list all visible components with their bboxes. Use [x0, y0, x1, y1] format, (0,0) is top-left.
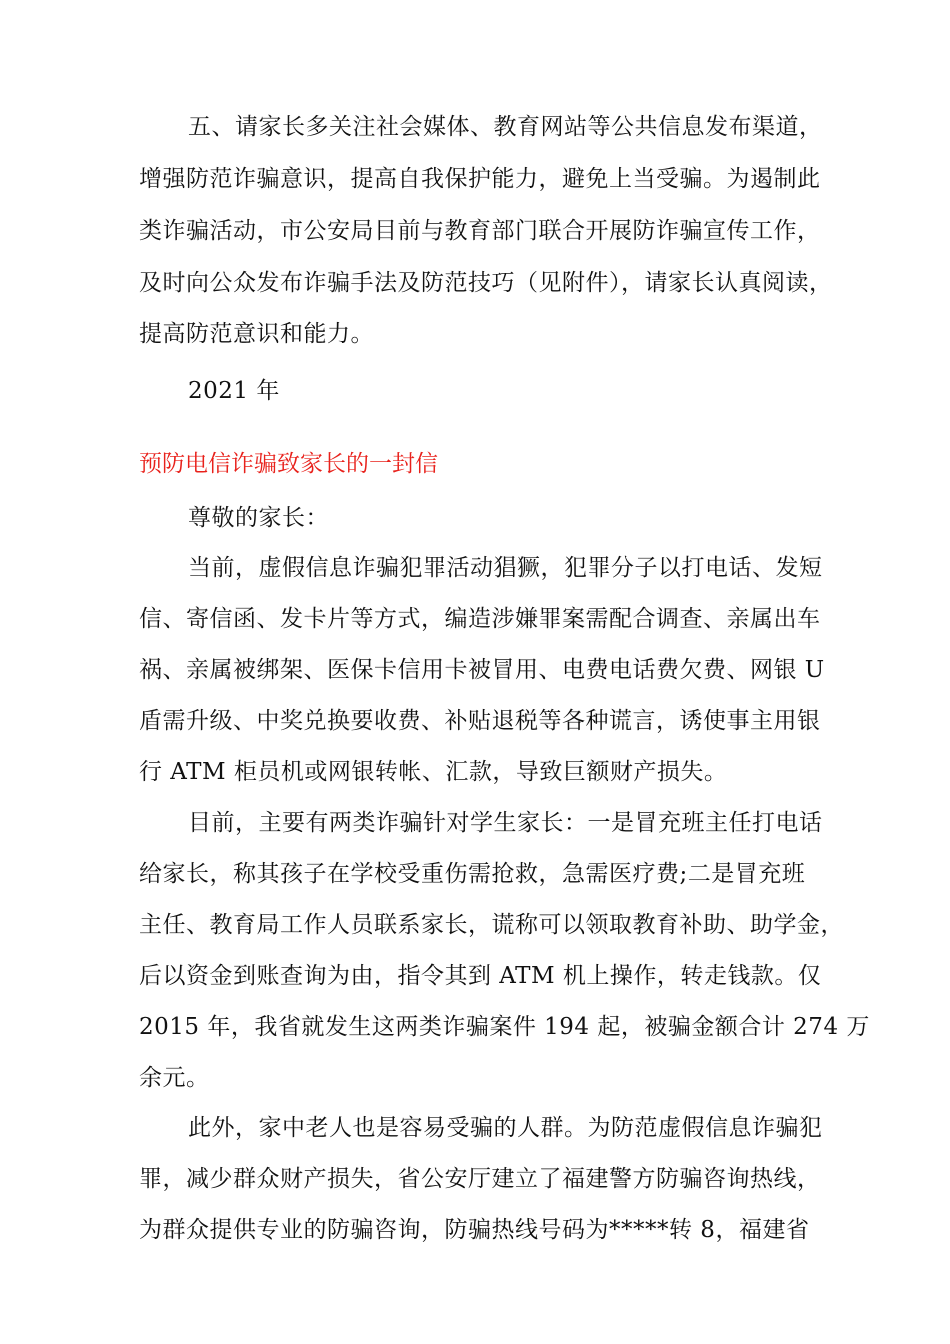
paragraph-5-line-2: 增强防范诈骗意识，提高自我保护能力，避免上当受骗。为遏制此	[139, 166, 821, 192]
paragraph-2-line-2: 给家长，称其孩子在学校受重伤需抢救，急需医疗费;二是冒充班	[139, 861, 806, 887]
paragraph-1-line-4: 盾需升级、中奖兑换要收费、补贴退税等各种谎言，诱使事主用银	[139, 708, 821, 734]
paragraph-2-line-6: 余元。	[139, 1065, 210, 1091]
paragraph-2-line-4: 后以资金到账查询为由，指令其到 ATM 机上操作，转走钱款。仅	[139, 963, 822, 989]
letter-title: 预防电信诈骗致家长的一封信	[139, 451, 438, 477]
paragraph-3-line-3: 为群众提供专业的防骗咨询，防骗热线号码为*****转 8，福建省	[139, 1217, 810, 1243]
paragraph-5-line-5: 提高防范意识和能力。	[139, 321, 374, 347]
paragraph-1-line-2: 信、寄信函、发卡片等方式，编造涉嫌罪案需配合调查、亲属出车	[139, 606, 821, 632]
paragraph-1-line-1: 当前，虚假信息诈骗犯罪活动猖獗，犯罪分子以打电话、发短	[188, 555, 823, 581]
date-line: 2021 年	[188, 378, 280, 404]
paragraph-3-line-2: 罪，减少群众财产损失，省公安厅建立了福建警方防骗咨询热线，	[139, 1166, 821, 1192]
paragraph-5-line-4: 及时向公众发布诈骗手法及防范技巧（见附件），请家长认真阅读，	[139, 270, 833, 296]
paragraph-2-line-3: 主任、教育局工作人员联系家长，谎称可以领取教育补助、助学金，	[139, 912, 844, 938]
paragraph-2-line-1: 目前，主要有两类诈骗针对学生家长：一是冒充班主任打电话	[188, 810, 823, 836]
paragraph-2-line-5: 2015 年，我省就发生这两类诈骗案件 194 起，被骗金额合计 274 万	[139, 1014, 870, 1040]
paragraph-3-line-1: 此外，家中老人也是容易受骗的人群。为防范虚假信息诈骗犯	[188, 1115, 823, 1141]
paragraph-5-line-1: 五、请家长多关注社会媒体、教育网站等公共信息发布渠道，	[188, 114, 823, 140]
paragraph-1-line-5: 行 ATM 柜员机或网银转帐、汇款，导致巨额财产损失。	[139, 759, 728, 785]
salutation: 尊敬的家长：	[188, 505, 329, 531]
paragraph-5-line-3: 类诈骗活动，市公安局目前与教育部门联合开展防诈骗宣传工作，	[139, 218, 821, 244]
paragraph-1-line-3: 祸、亲属被绑架、医保卡信用卡被冒用、电费电话费欠费、网银 U	[139, 657, 825, 683]
